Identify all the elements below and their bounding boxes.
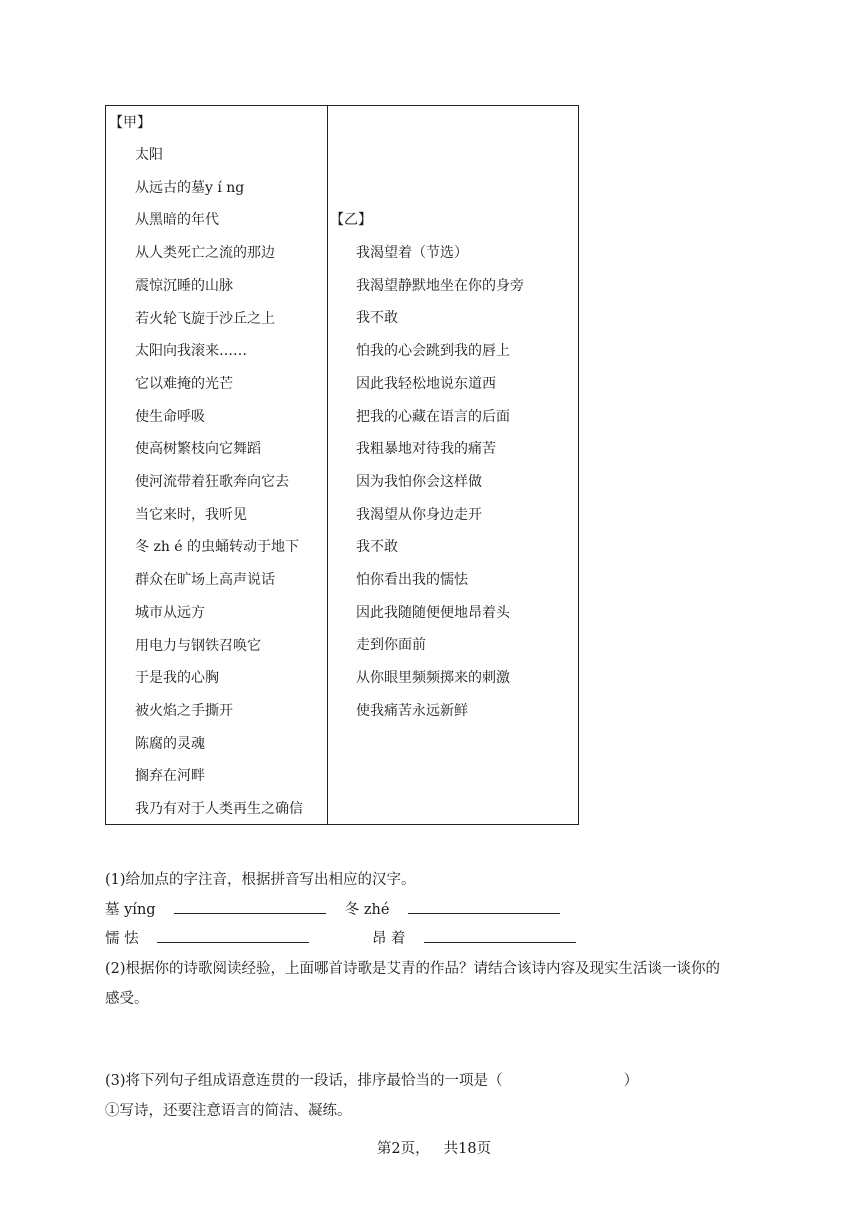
question-3-close-paren: ） [623, 1073, 639, 1089]
poem-jia-line: 从黑暗的年代 [135, 212, 219, 229]
poem-yi-line: 怕你看出我的懦怯 [356, 572, 468, 588]
poem-jia-line: 当它来时，我听见 [135, 506, 247, 523]
poem-yi-line: 因为我怕你会这样做 [356, 473, 482, 490]
question-3-text: (3)将下列句子组成语意连贯的一段话，排序最恰当的一项是（ [105, 1073, 503, 1089]
poem-table [105, 105, 579, 825]
poem-yi-line: 我渴望从你身边走开 [356, 506, 482, 523]
question-1-row-2 [105, 927, 576, 948]
question-1-row-1 [105, 898, 560, 919]
pinyin-ying-label: 墓 yíng [105, 902, 156, 918]
poem-jia-line: 太阳向我滚来…… [135, 343, 247, 360]
question-2-line-1: (2)根据你的诗歌阅读经验，上面哪首诗歌是艾青的作品？请结合该诗内容及现实生活谈一谈你的 [105, 961, 721, 977]
pinyin-zhe-label: 冬 zhé [344, 902, 390, 918]
poem-jia-line: 被火焰之手撕开 [135, 702, 233, 719]
poem-jia-line: 于是我的心胸 [135, 670, 219, 687]
poem-jia-line: 太阳 [135, 147, 163, 163]
poem-jia-line: 我乃有对于人类再生之确信 [135, 801, 303, 817]
page-total: 共18页 [443, 1141, 492, 1157]
poem-jia-line: 从远古的墓y í ng [135, 179, 245, 196]
question-1-prompt: (1)给加点的字注音，根据拼音写出相应的汉字。 [105, 872, 416, 888]
page-number: 第2页， [376, 1141, 430, 1157]
poem-jia-line: 使高树繁枝向它舞蹈 [135, 441, 261, 458]
answer-blank-ying[interactable] [174, 899, 326, 914]
poem-jia-line: 陈腐的灵魂 [135, 735, 205, 752]
answer-blank-zhe[interactable] [408, 899, 560, 914]
char-angzhe-label: 昂 着 [371, 931, 406, 947]
poem-yi-line: 因此我随随便便地昂着头 [356, 604, 510, 621]
poem-yi-line: 我不敢 [356, 539, 398, 556]
answer-blank-nuoqie[interactable] [157, 928, 309, 943]
poem-yi-line: 我渴望着（节选） [356, 245, 468, 261]
poem-yi-line: 使我痛苦永远新鲜 [356, 702, 468, 719]
poem-jia-label: 【甲】 [109, 115, 151, 131]
page-footer [0, 1137, 868, 1158]
table-divider [327, 106, 328, 824]
poem-yi-label: 【乙】 [330, 212, 372, 228]
answer-blank-angzhe[interactable] [424, 928, 576, 943]
poem-jia-line: 用电力与钢铁召唤它 [135, 637, 261, 654]
poem-jia-line: 群众在旷场上高声说话 [135, 572, 275, 589]
poem-jia-line: 使河流带着狂歌奔向它去 [135, 474, 289, 490]
poem-jia-line: 冬 zh é 的虫蛹转动于地下 [135, 539, 300, 556]
poem-jia-line: 震惊沉睡的山脉 [135, 277, 233, 294]
poem-yi-line: 把我的心藏在语言的后面 [356, 408, 510, 425]
question-2-line-2: 感受。 [105, 991, 149, 1007]
char-nuoqie-label: 懦 怯 [105, 931, 139, 947]
question-3-sentence-1: ①写诗，还要注意语言的简洁、凝练。 [105, 1103, 352, 1119]
poem-jia-line: 搁弃在河畔 [135, 768, 205, 785]
poem-yi-line: 我不敢 [356, 310, 398, 327]
poem-jia-line: 从人类死亡之流的那边 [135, 245, 275, 262]
poem-yi-line: 从你眼里频频掷来的刺激 [356, 670, 510, 687]
poem-yi-line: 怕我的心会跳到我的唇上 [356, 343, 510, 360]
poem-yi-line: 走到你面前 [356, 637, 426, 654]
poem-yi-line: 我粗暴地对待我的痛苦 [356, 441, 496, 458]
question-3-prompt [105, 1069, 638, 1090]
poem-jia-line: 若火轮飞旋于沙丘之上 [135, 310, 275, 327]
poem-jia-line: 它以难掩的光芒 [135, 375, 233, 392]
poem-yi-line: 因此我轻松地说东道西 [356, 375, 496, 392]
poem-yi-line: 我渴望静默地坐在你的身旁 [356, 277, 524, 294]
poem-jia-line: 使生命呼吸 [135, 408, 205, 425]
poem-jia-line: 城市从远方 [135, 604, 205, 621]
